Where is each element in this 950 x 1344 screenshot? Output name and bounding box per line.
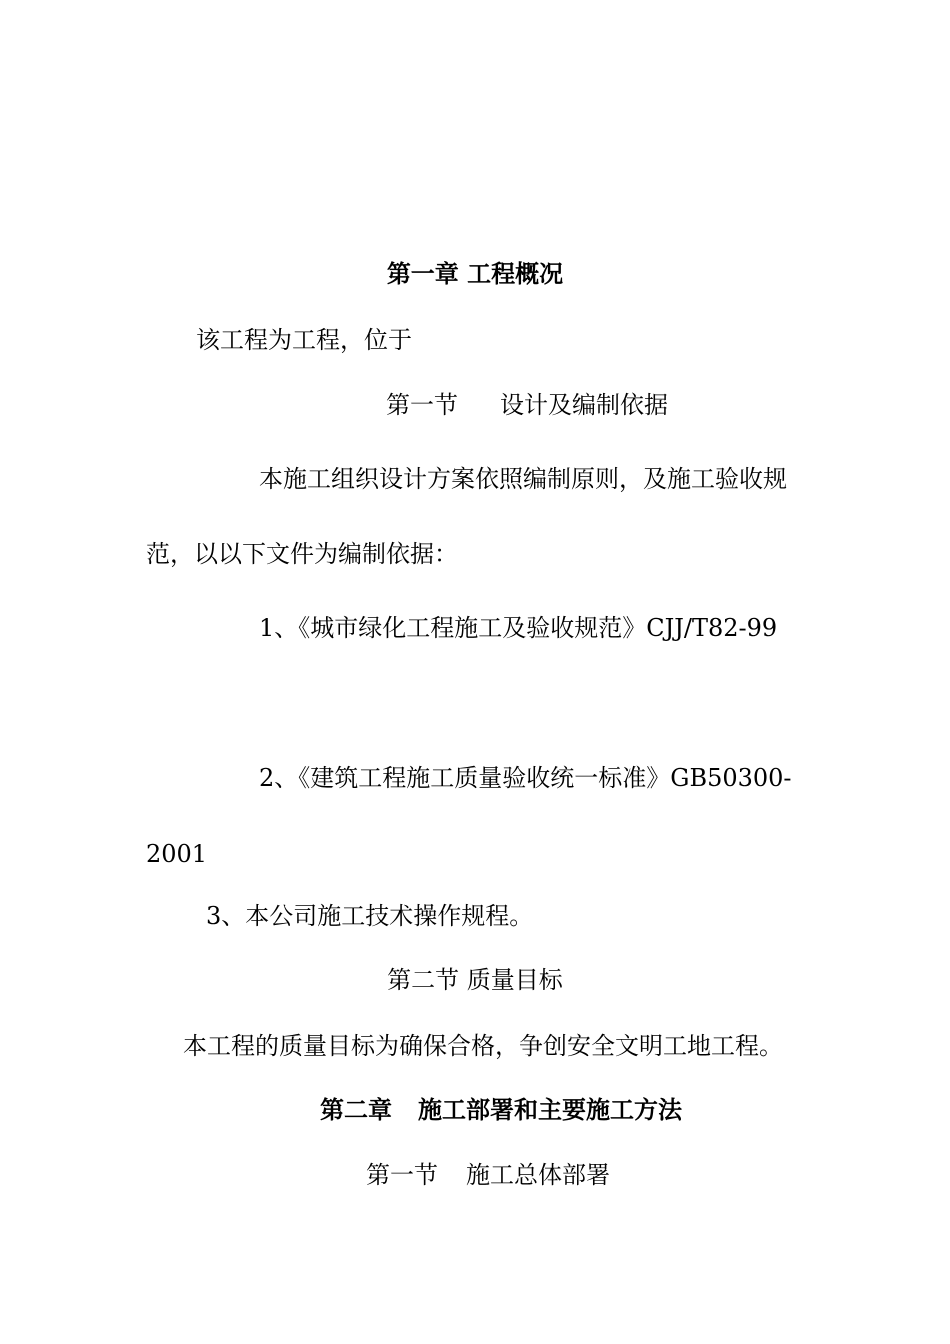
chapter2-number: 第二章 [320, 1096, 392, 1124]
basis-paragraph-line2: 范，以以下文件为编制依据： [146, 540, 458, 568]
section1-title: 设计及编制依据 [500, 391, 668, 419]
section1-heading [386, 389, 668, 421]
basis-item-2-line2: 2001 [146, 840, 208, 868]
chapter2-heading [320, 1094, 682, 1126]
chapter2-section1-heading [366, 1159, 610, 1191]
chapter1-title: 第一章 工程概况 [386, 260, 564, 288]
basis-item-2-line1: 2、《建筑工程施工质量验收统一标准》GB50300- [259, 764, 792, 792]
chapter2-title: 施工部署和主要施工方法 [418, 1096, 682, 1124]
quality-paragraph: 本工程的质量目标为确保合格，争创安全文明工地工程。 [183, 1032, 783, 1060]
chapter2-section1-title: 施工总体部署 [466, 1161, 610, 1189]
basis-item-1: 1、《城市绿化工程施工及验收规范》CJJ/T82-99 [259, 614, 778, 642]
section2-title: 第二节 质量目标 [387, 966, 563, 994]
basis-paragraph-line1: 本施工组织设计方案依照编制原则，及施工验收规 [259, 465, 787, 493]
section1-number: 第一节 [386, 391, 458, 419]
basis-item-3: 3、本公司施工技术操作规程。 [206, 902, 534, 930]
chapter2-section1-number: 第一节 [366, 1161, 438, 1189]
intro-line: 该工程为工程，位于 [196, 326, 412, 354]
